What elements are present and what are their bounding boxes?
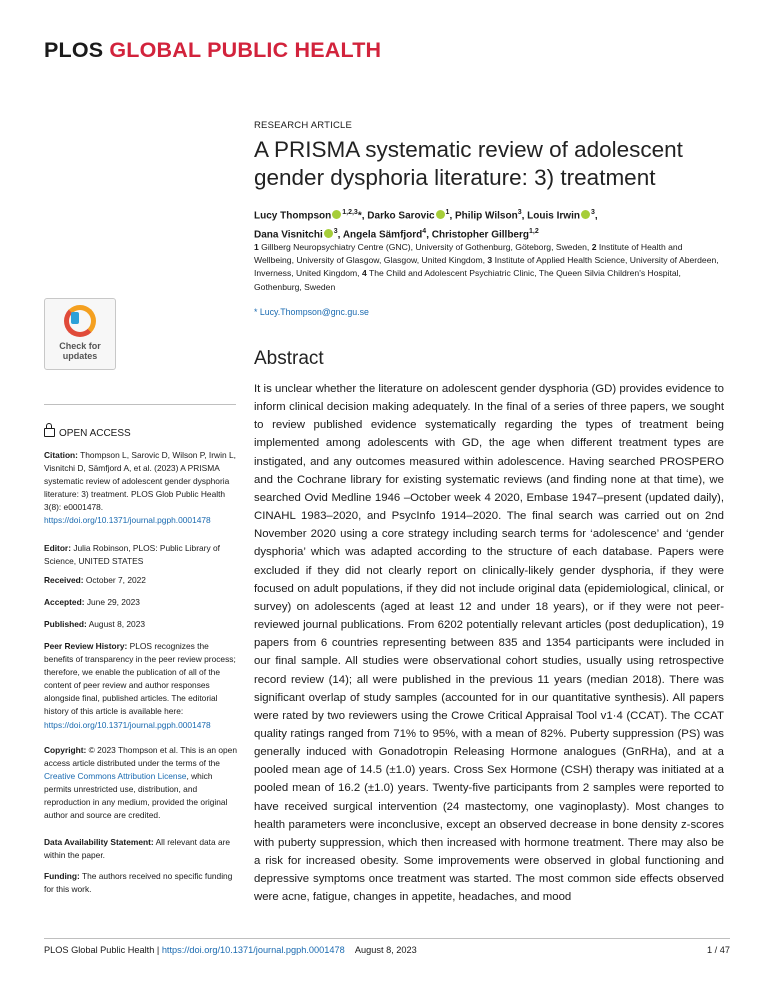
peer-review-link[interactable]: https://doi.org/10.1371/journal.pgph.0001478: [44, 719, 211, 730]
orcid-icon[interactable]: [332, 210, 341, 219]
article-title: A PRISMA systematic review of adolescent gender dysphoria literature: 3) treatment: [254, 137, 683, 190]
open-access-label: [44, 428, 131, 439]
author-name: Lucy Thompson: [254, 210, 332, 222]
accepted-label: Accepted:: [44, 597, 85, 607]
orcid-icon[interactable]: [436, 210, 445, 219]
corresponding-mark: *: [357, 210, 362, 222]
data-availability-block: [44, 836, 238, 862]
citation-block: [44, 449, 238, 528]
affiliations: [254, 241, 722, 294]
author-affiliation-sup: 3: [333, 227, 338, 235]
peer-review-label: Peer Review History:: [44, 641, 128, 651]
published-label: Published:: [44, 619, 87, 629]
page-footer: [44, 945, 730, 955]
footer-date: August 8, 2023: [354, 945, 417, 955]
funding-label: Funding:: [44, 871, 80, 881]
author-affiliation-sup: 1,2,3: [342, 209, 358, 216]
check-label-line2: updates: [62, 351, 98, 361]
citation-doi-link[interactable]: https://doi.org/10.1371/journal.pgph.0001478: [44, 515, 211, 526]
peer-review-block: [44, 640, 238, 732]
open-access-text: OPEN ACCESS: [59, 428, 131, 439]
journal-brand: [44, 38, 381, 63]
author-name: Dana Visnitchi: [254, 229, 323, 241]
copyright-text-cont: , which permits unrestricted use, distribution, and reproduction in any medium, provided the original author and source are credited.: [44, 771, 228, 821]
page-number: 1 / 47: [707, 945, 730, 955]
funding-block: [44, 870, 238, 896]
author-affiliation-sup: 1,2: [529, 227, 539, 235]
citation-text: Thompson L, Sarovic D, Wilson P, Irwin L, Visnitchi D, Sämfjord A, et al. (2023) A PRISMA systematic review of adolescent gender dysphoria literature: 3) treatment. PLOS Glob Public Health 3(8): e0001478.: [44, 450, 236, 513]
copyright-block: [44, 744, 238, 823]
author-affiliation-sup: 3: [517, 209, 522, 216]
author-name: Philip Wilson: [455, 210, 518, 222]
license-link[interactable]: Creative Commons Attribution License: [44, 771, 187, 782]
affiliation-text: The Child and Adolescent Psychiatric Clinic, The Queen Silvia Children's Hospital, Gothenburg, Sweden: [254, 268, 681, 292]
affiliation-number: 4: [361, 268, 367, 279]
author-name: Darko Sarovic: [367, 210, 435, 222]
author-name: Angela Sämfjord: [342, 229, 423, 241]
footer-journal: PLOS Global Public Health |: [44, 945, 160, 955]
published-date: August 8, 2023: [88, 619, 146, 629]
accepted-block: [44, 596, 238, 609]
author-affiliation-sup: 3: [590, 209, 595, 216]
published-block: [44, 618, 238, 631]
check-for-updates-icon: [64, 305, 96, 337]
citation-label: Citation:: [44, 450, 78, 460]
brand-journal: GLOBAL PUBLIC HEALTH: [109, 38, 382, 62]
received-date: October 7, 2022: [85, 575, 146, 585]
brand-plos: PLOS: [44, 38, 104, 62]
check-label-line1: Check for: [59, 341, 101, 351]
received-label: Received:: [44, 575, 84, 585]
author-name: Christopher Gillberg: [431, 229, 529, 241]
affiliation-number: 1: [254, 242, 259, 252]
orcid-icon[interactable]: [581, 210, 590, 219]
affiliation-text: Gillberg Neuropsychiatry Centre (GNC), University of Gothenburg, Göteborg, Sweden,: [261, 242, 590, 252]
affiliation-text: Institute of Applied Health Science, University of Aberdeen, Inverness, United Kingdom,: [254, 255, 719, 279]
editor-label: Editor:: [44, 543, 71, 553]
author-affiliation-sup: 1: [445, 209, 450, 216]
open-lock-icon: [44, 428, 55, 437]
data-availability-text: All relevant data are within the paper.: [44, 837, 231, 861]
corresponding-email[interactable]: * Lucy.Thompson@gnc.gu.se: [254, 307, 369, 317]
affiliation-number: 3: [487, 255, 493, 266]
data-availability-label: Data Availability Statement:: [44, 837, 154, 847]
abstract-heading: Abstract: [254, 348, 324, 369]
copyright-text: © 2023 Thompson et al. This is an open access article distributed under the terms of the: [44, 745, 238, 769]
editor-block: [44, 542, 238, 568]
copyright-label: Copyright:: [44, 745, 87, 755]
editor-text: Julia Robinson, PLOS: Public Library of Science, UNITED STATES: [44, 543, 220, 567]
peer-review-text: PLOS recognizes the benefits of transparency in the peer review process; therefore, we enable the publication of all of the content of peer review and author responses alongside final, published articles. The editorial history of this article is available here:: [44, 641, 236, 717]
author-affiliation-sup: 4: [422, 227, 427, 235]
affiliation-number: 2: [591, 242, 597, 252]
footer-divider: [44, 938, 730, 939]
check-for-updates-badge[interactable]: [44, 298, 116, 370]
accepted-date: June 29, 2023: [86, 597, 140, 607]
received-block: [44, 574, 238, 587]
affiliation-text: Institute of Health and Wellbeing, University of Glasgow, Glasgow, United Kingdom,: [254, 242, 683, 266]
author-list: Lucy Thompson $^{1,2,3}$*, Darko Sarovic $^1$, Philip Wilson$^3$, Louis Irwin $^3$, Dana Visnitchi $^3$, Angela Sämfjord$^4$, Christopher Gillberg$^{1,2}$: [254, 209, 598, 241]
abstract-body: It is unclear whether the literature on adolescent gender dysphoria (GD) provides evidence to inform clinical decision making adequately. In the final of a series of three papers, we sought to review published evidence systematically regarding the types of treatment being implemented among adolescents with GD, the age when different treatment types are instigated, and any outcomes measured within adolescence. Having searched PROSPERO and the Cochrane library for existing systematic reviews (and finding none at that time), we searched Ovid Medline 1946 –October week 4 2020, Embase 1947–present (updated daily), CINAHL 1983–2020, and PsycInfo 1914–2020. The final search was carried out on 2nd November 2020 using a core strategy including search terms for ‘adolescence’ and ‘gender dysphoria’ which was adapted according to the structure of each database. Papers were excluded if they did not clearly report on clinically-likely gender dysphoria, if they were focused on adult populations, if they did not include original data (epidemiological, clinical, or survey) on adolescents (aged at least 12 and under 18 years), or if they were not peer-reviewed journal publications. From 6202 potentially relevant articles (post deduplication), 19 papers from 6 countries representing between 835 and 1354 participants were included in our final sample. All studies were observational cohort studies, usually using retrospective record review (14); all were published in the previous 11 years (median 2018). There was significant overlap of study samples (accounted for in our quantitative synthesis). All papers were rated by two reviewers using the Crowe Critical Appraisal Tool v1·4 (CCAT). The CCAT quality ratings ranged from 71% to 95%, with a mean of 82%. Puberty suppression (PS) was generally induced with Gonadotropin Releasing Hormone analogues (GnRHa), and at a pooled mean age of 14.5 (±1.0) years. Cross Sex Hormone (CSH) therapy was initiated at a pooled mean of 16.2 (±1.0) years. Twenty-five participants from 2 samples were reported to have received surgical intervention (24 mastectomy, one vaginoplasty). Most changes to health parameters were inconclusive, except an observed decrease in bone density z-scores with puberty suppression, which then increased with hormone treatment. There may also be a risk for increased obesity. Some improvements were observed in global functioning and depressive symptoms once treatment was started. The most common side effects observed were acne, fatigue, changes in appetite, headaches, and mood: [254, 383, 724, 904]
author-name: Louis Irwin: [527, 210, 580, 222]
sidebar-divider: [44, 404, 236, 405]
funding-text: The authors received no specific funding for this work.: [44, 871, 233, 895]
check-for-updates-label: [45, 341, 115, 361]
bookmark-icon: [71, 312, 79, 324]
footer-doi-link[interactable]: https://doi.org/10.1371/journal.pgph.0001478: [161, 945, 345, 955]
article-type: RESEARCH ARTICLE: [254, 120, 353, 131]
orcid-icon[interactable]: [324, 229, 333, 238]
